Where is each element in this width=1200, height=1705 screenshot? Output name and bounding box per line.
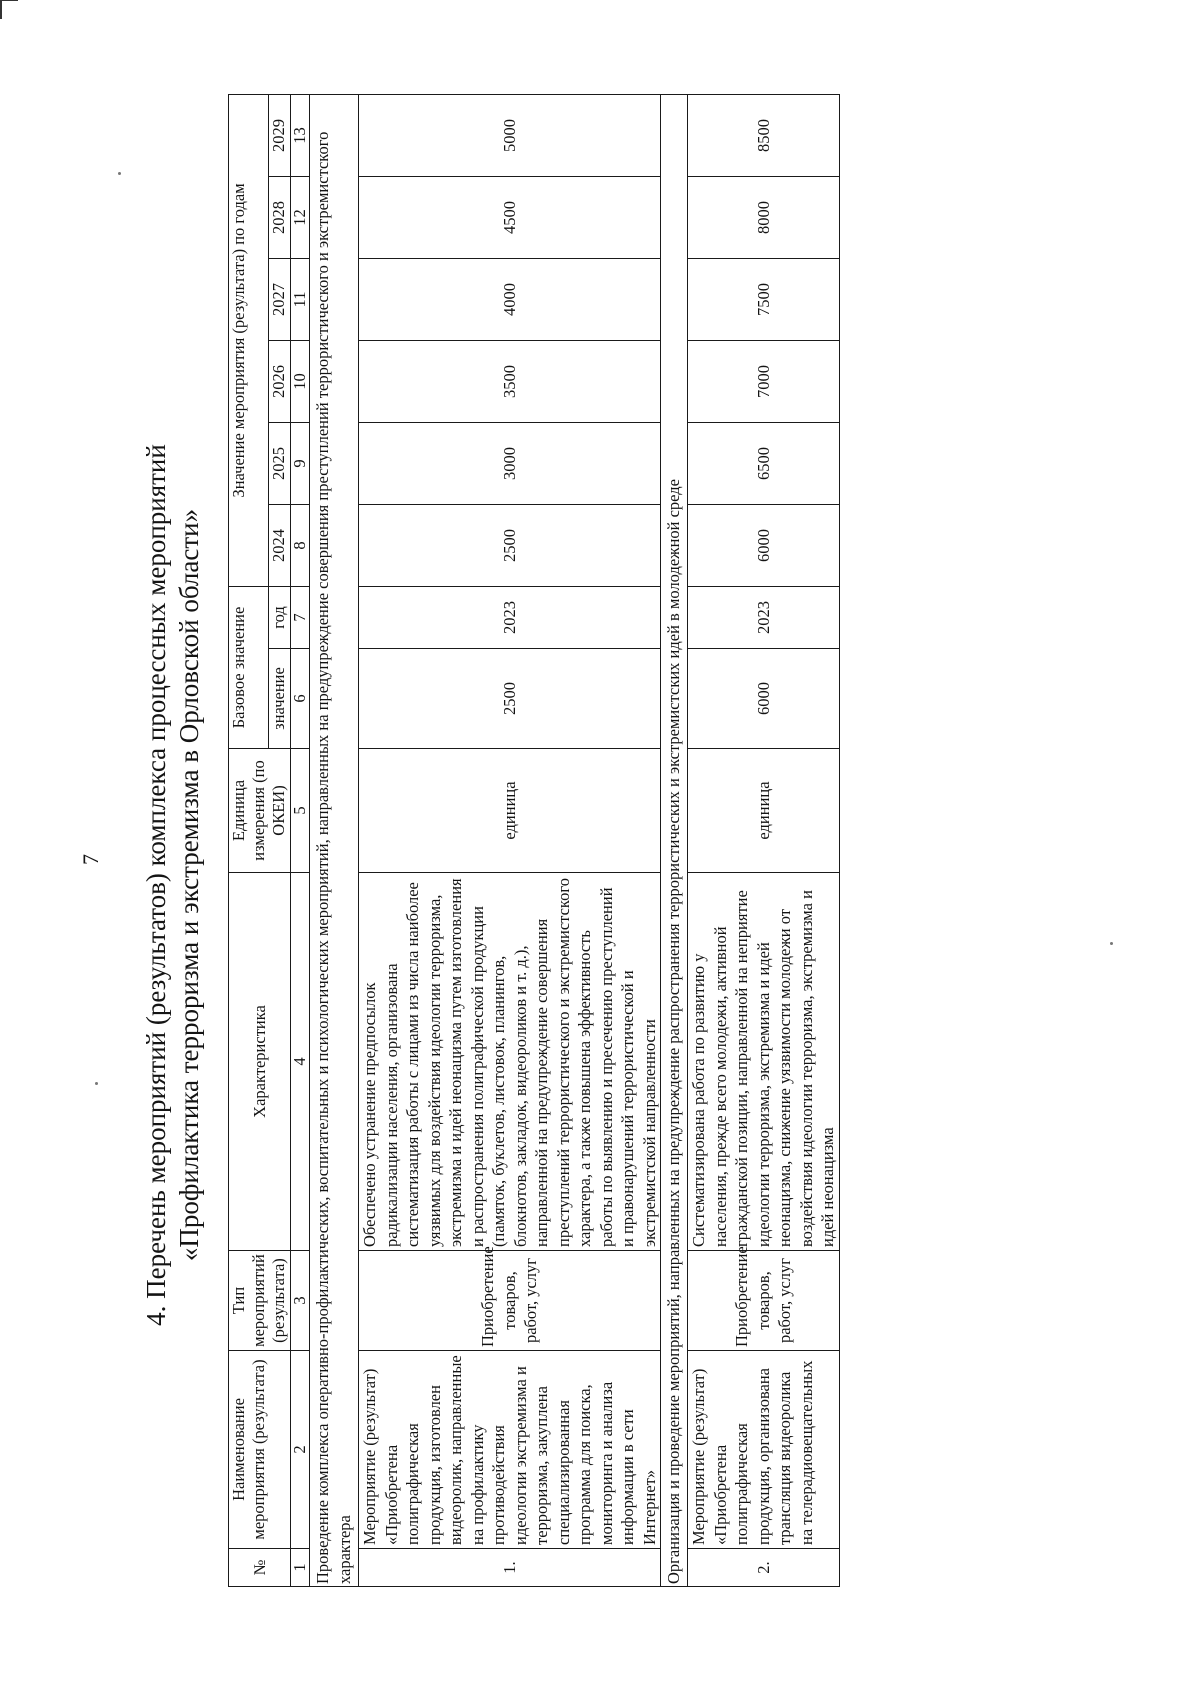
- column-number: 8: [291, 504, 310, 586]
- header-unit: Единица измерения (по ОКЕИ): [229, 749, 291, 873]
- row-characteristic: Обеспечено устранение предпосылок радикализации населения, организована систематизация работы с лицами из числа наиболее уязвимых для воздействия идеологии терроризма, экстремизма и идей неонацизма путем изготовления и распространения полиграфической продукции (памяток, буклетов, листовок, планингов, блокнотов, закладок, видеороликов и т. д.), направленной на предупреждение совершения преступлений террористического и экстремистского характера, а также повышена эффективность работы по выявлению и пресечению преступлений и правонарушений террористической и экстремистской направленности: [359, 873, 661, 1251]
- header-base-year: год: [269, 586, 291, 648]
- row-type: Приобретение товаров, работ, услуг: [688, 1251, 840, 1351]
- header-base: Базовое значение: [229, 586, 269, 748]
- header-characteristic: Характеристика: [229, 873, 291, 1251]
- row-year-value: 6500: [688, 422, 840, 504]
- header-year: 2025: [269, 422, 291, 504]
- header-year: 2029: [269, 94, 291, 176]
- column-number: 10: [291, 340, 310, 422]
- column-numbers-row: [291, 94, 310, 1586]
- row-year-value: 7500: [688, 258, 840, 340]
- column-number: 12: [291, 176, 310, 258]
- scan-speck: [95, 1082, 98, 1085]
- row-base-year: 2023: [688, 586, 840, 648]
- title-line-2: «Профилактика терроризма и экстремизма в Орловской области»: [174, 508, 204, 1262]
- row-year-value: 2500: [359, 504, 661, 586]
- row-characteristic: Систематизирована работа по развитию у населения, прежде всего молодежи, активной гражданской позиции, направленной на неприятие идеологии терроризма, экстремизма и идей неонацизма, снижение уязвимости молодежи от воздействия идеологии терроризма, экстремизма и идей неонацизма: [688, 873, 840, 1251]
- row-year-value: 8000: [688, 176, 840, 258]
- column-number: 3: [291, 1251, 310, 1351]
- header-base-value: значение: [269, 649, 291, 749]
- header-year: 2024: [269, 504, 291, 586]
- row-year-value: 3000: [359, 422, 661, 504]
- scan-speck: [118, 172, 121, 175]
- section-row: [310, 94, 359, 1586]
- row-name: Мероприятие (результат) «Приобретена полиграфическая продукция, организована трансляция видеоролика на телерадиовещательных: [688, 1351, 840, 1549]
- header-year: 2027: [269, 258, 291, 340]
- column-number: 6: [291, 649, 310, 749]
- row-year-value: 5000: [359, 94, 661, 176]
- title-line-1: 4. Перечень мероприятий (результатов) комплекса процессных мероприятий: [141, 444, 171, 1326]
- header-year: 2028: [269, 176, 291, 258]
- row-year-value: 3500: [359, 340, 661, 422]
- table-row: [688, 94, 840, 1586]
- row-unit: единица: [688, 749, 840, 873]
- row-type: Приобретение товаров, работ, услуг: [359, 1251, 661, 1351]
- section-title: Организация и проведение мероприятий, направленных на предупреждение распространения террористических и экстремистских идей в молодежной среде: [661, 94, 688, 1586]
- page-title: [140, 305, 206, 1465]
- page-number: 7: [78, 854, 103, 865]
- section-title: Проведение комплекса оперативно-профилактических, воспитательных и психологических мероприятий, направленных на предупреждение совершения преступлений террористического и экстремистского характера: [310, 94, 359, 1586]
- column-number: 9: [291, 422, 310, 504]
- measures-table: [228, 94, 840, 1587]
- column-number: 4: [291, 873, 310, 1251]
- header-year: 2026: [269, 340, 291, 422]
- row-year-value: 7000: [688, 340, 840, 422]
- column-number: 7: [291, 586, 310, 648]
- row-base-year: 2023: [359, 586, 661, 648]
- row-year-value: 8500: [688, 94, 840, 176]
- row-year-value: 4000: [359, 258, 661, 340]
- row-number: 1.: [359, 1549, 661, 1587]
- row-number: 2.: [688, 1549, 840, 1587]
- header-name: Наименование мероприятия (результата): [229, 1351, 291, 1549]
- table-row: [359, 94, 661, 1586]
- row-unit: единица: [359, 749, 661, 873]
- column-number: 1: [291, 1549, 310, 1587]
- row-base-value: 2500: [359, 649, 661, 749]
- column-number: 13: [291, 94, 310, 176]
- corner-mark: [0, 0, 18, 19]
- column-number: 5: [291, 749, 310, 873]
- row-base-value: 6000: [688, 649, 840, 749]
- column-number: 11: [291, 258, 310, 340]
- column-number: 2: [291, 1351, 310, 1549]
- header-years-group: Значение мероприятия (результата) по годам: [229, 94, 269, 586]
- header-type: Тип мероприятий (результата): [229, 1251, 291, 1351]
- row-name: Мероприятие (результат) «Приобретена полиграфическая продукция, изготовлен видеоролик, направленные на профилактику противодействия идеологии экстремизма и терроризма, закуплена специализированная программа для поиска, мониторинга и анализа информации в сети Интернет»: [359, 1351, 661, 1549]
- scan-speck: [1110, 942, 1113, 945]
- header-row-1: [229, 94, 269, 1586]
- row-year-value: 6000: [688, 504, 840, 586]
- row-year-value: 4500: [359, 176, 661, 258]
- header-num: №: [229, 1549, 291, 1587]
- section-row: [661, 94, 688, 1586]
